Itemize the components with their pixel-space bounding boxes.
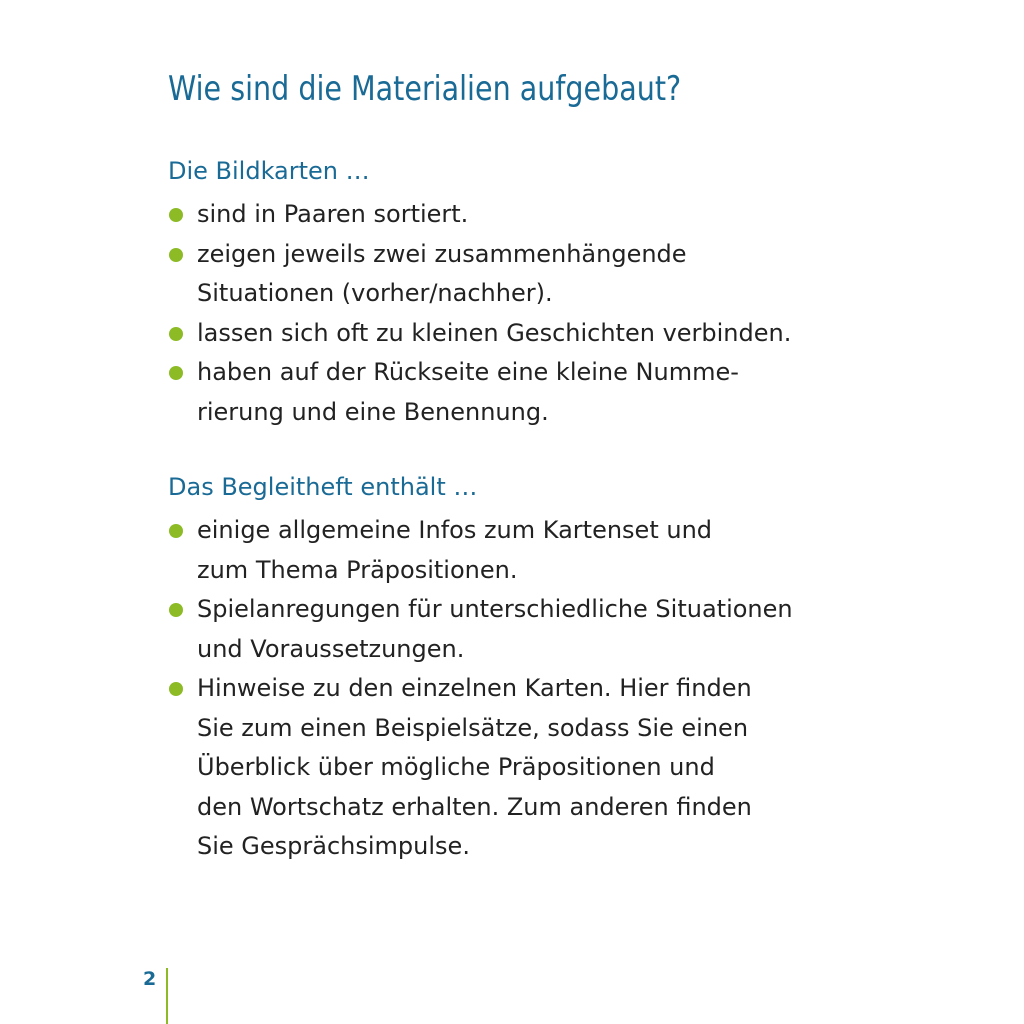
bullet-dot-icon <box>169 366 183 380</box>
bullet-dot-icon <box>169 603 183 617</box>
bullet-dot-icon <box>169 248 183 262</box>
section-begleitheft <box>168 468 868 867</box>
list-item-text: lassen sich oft zu kleinen Geschichten verbinden. <box>197 318 792 347</box>
bullet-dot-icon <box>169 327 183 341</box>
page-number-divider <box>166 968 168 1024</box>
list-item-text: Spielanregungen für unterschiedliche Situationen und Voraussetzungen. <box>197 595 793 663</box>
bullet-list <box>168 195 868 432</box>
page-title: Wie sind die Materialien aufgebaut? <box>168 69 682 109</box>
list-item-text: Hinweise zu den einzelnen Karten. Hier finden Sie zum einen Beispielsätze, sodass Sie einen Überblick über mögliche Präpositionen und den Wortschatz erhalten. Zum anderen finden Sie Gesprächsimpulse. <box>197 674 752 860</box>
list-item <box>168 353 868 432</box>
list-item <box>168 669 868 867</box>
list-item <box>168 314 868 354</box>
section-heading: Die Bildkarten … <box>168 157 370 185</box>
list-item-text: sind in Paaren sortiert. <box>197 200 469 228</box>
bullet-dot-icon <box>169 682 183 696</box>
list-item <box>168 590 868 669</box>
section-heading: Das Begleitheft enthält … <box>168 473 478 501</box>
section-bildkarten <box>168 152 868 432</box>
list-item-text: haben auf der Rückseite eine kleine Numme- rierung und eine Benennung. <box>197 358 739 426</box>
list-item <box>168 235 868 314</box>
list-item <box>168 195 868 235</box>
bullet-dot-icon <box>169 524 183 538</box>
bullet-list <box>168 511 868 867</box>
bullet-dot-icon <box>169 208 183 222</box>
list-item <box>168 511 868 590</box>
list-item-text: zeigen jeweils zwei zusammenhängende Situationen (vorher/nachher). <box>197 239 687 307</box>
list-item-text: einige allgemeine Infos zum Kartenset und zum Thema Präpositionen. <box>197 516 713 584</box>
page-number: 2 <box>143 968 157 990</box>
